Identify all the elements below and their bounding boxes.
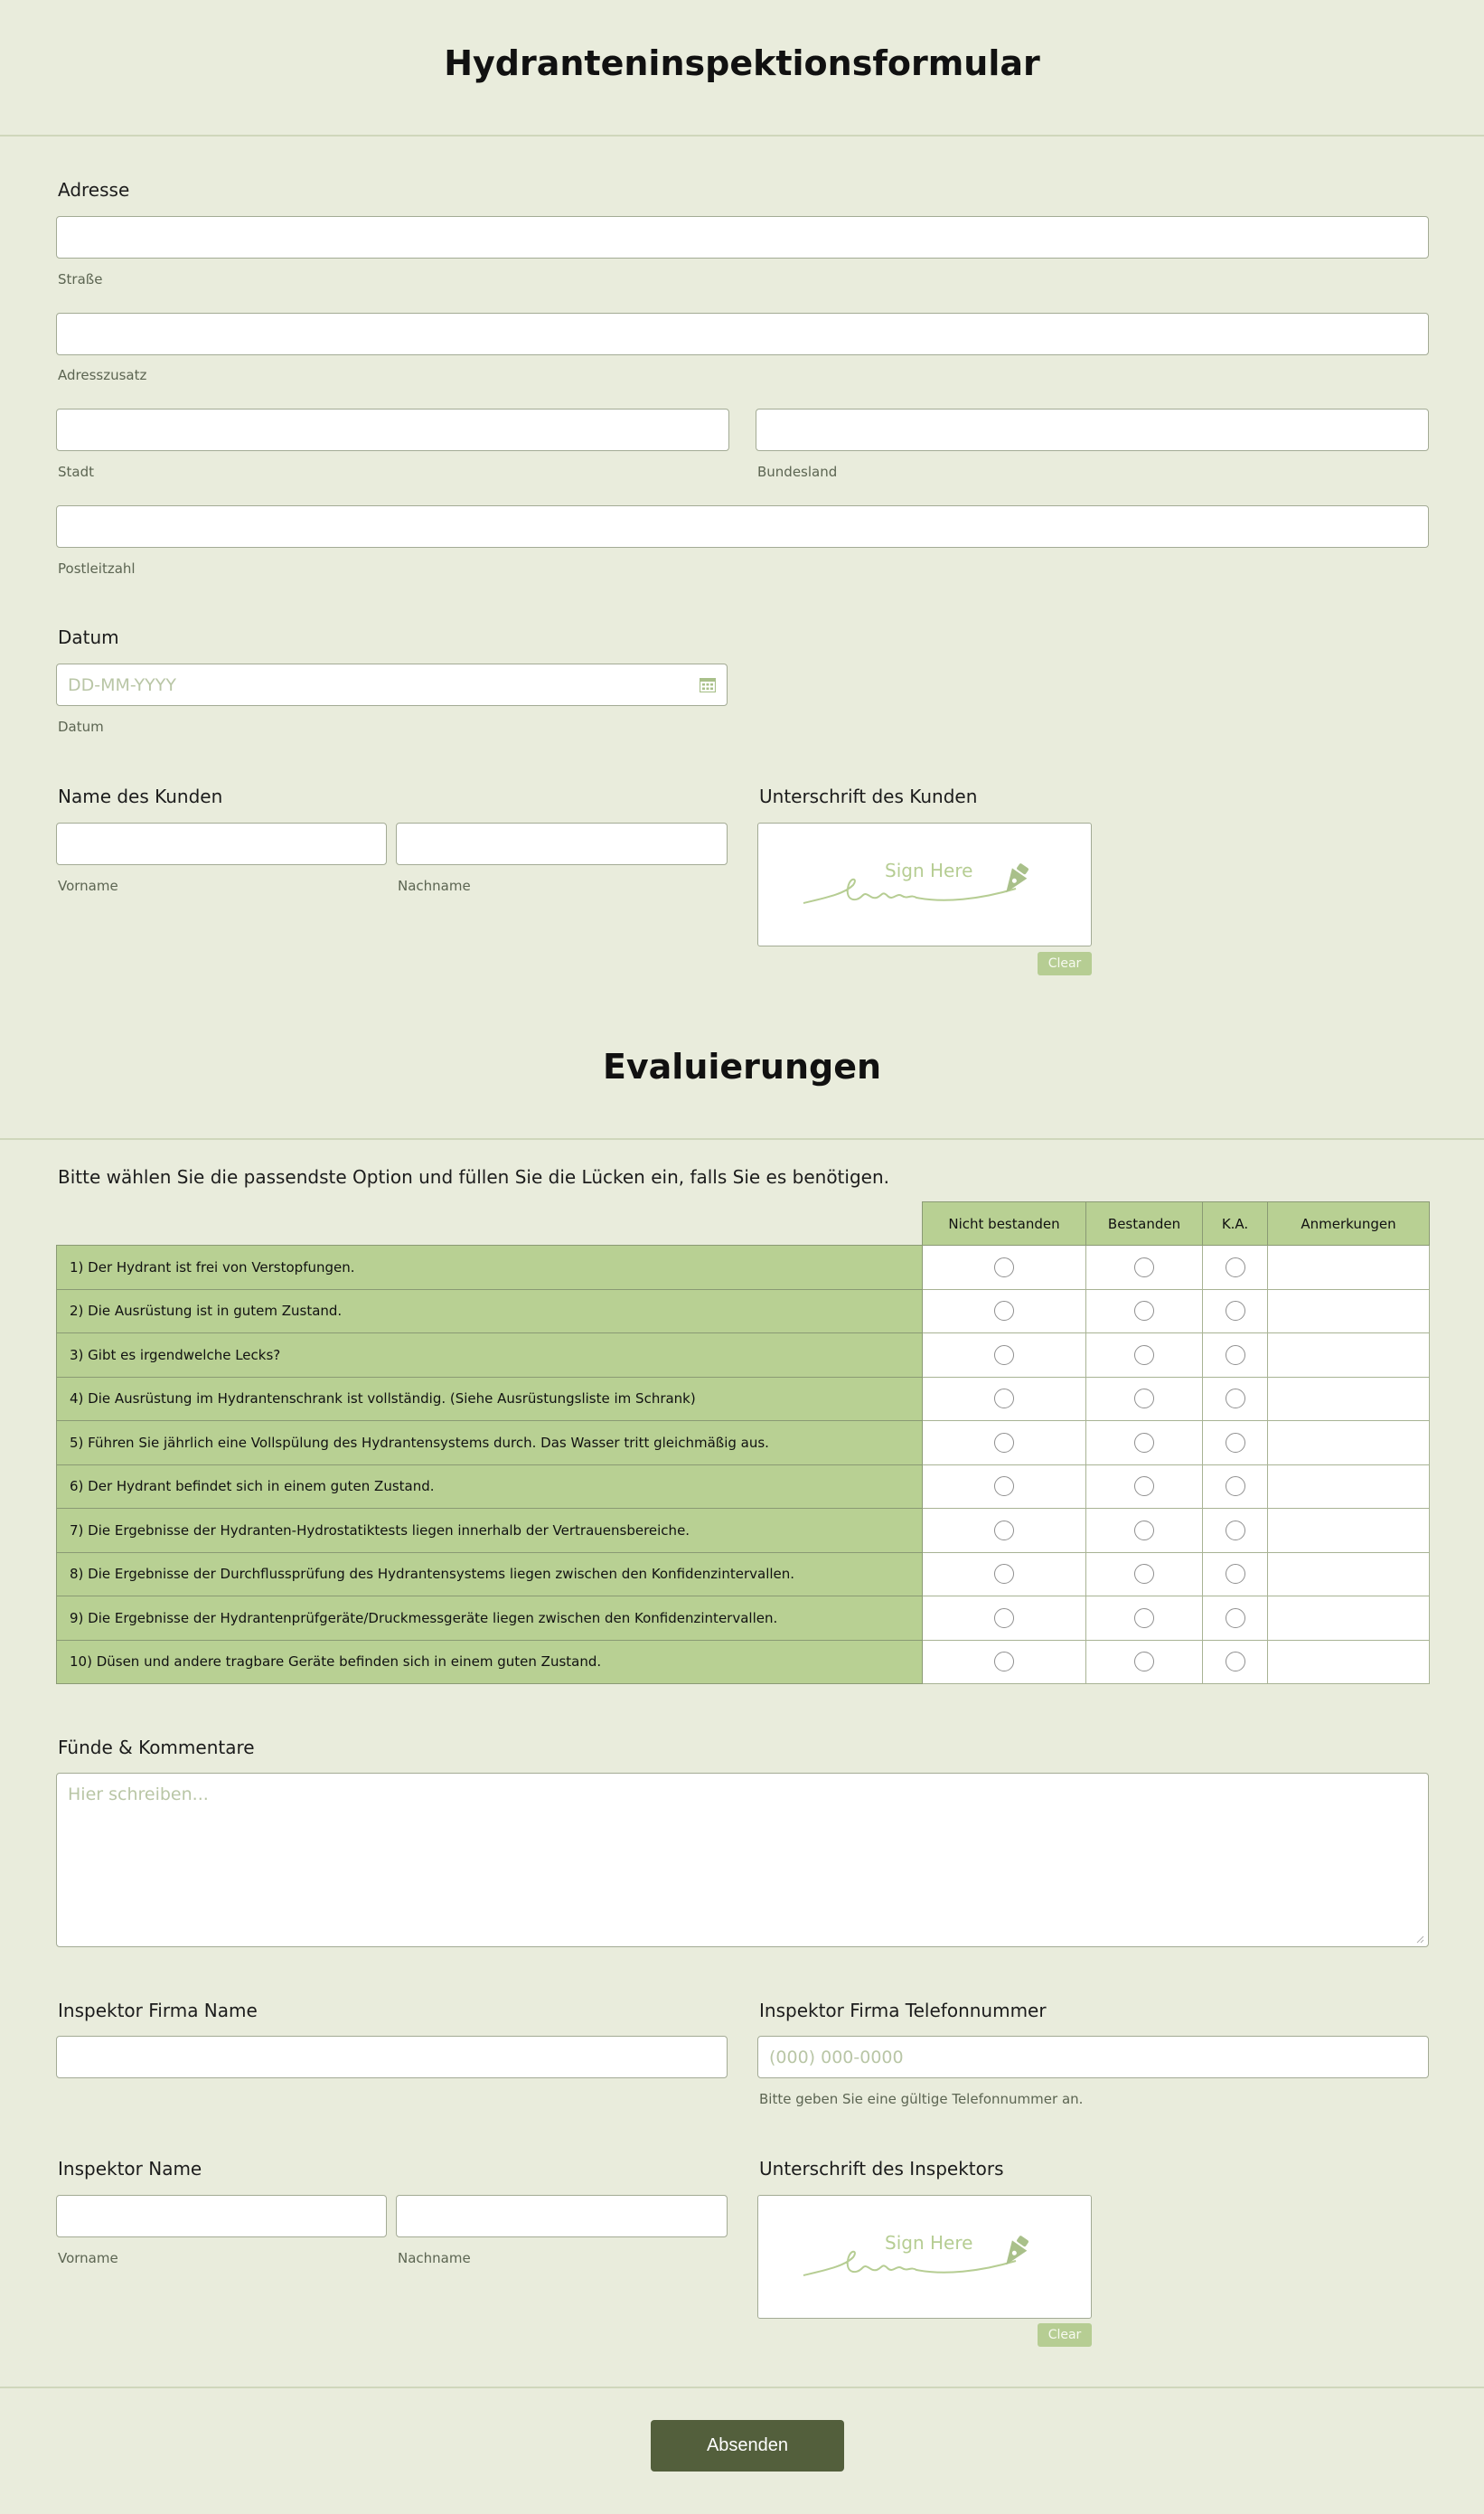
radio-pass[interactable]: [1134, 1521, 1154, 1540]
findings-label: Fünde & Kommentare: [58, 1737, 255, 1758]
form-title: Hydranteninspektionsformular: [444, 43, 1040, 83]
date-input[interactable]: [56, 664, 728, 706]
customer-last-name-sublabel: Nachname: [398, 878, 471, 894]
inspector-signature-pad[interactable]: [757, 2195, 1092, 2319]
evaluation-question: 4) Die Ausrüstung im Hydrantenschrank ist vollständig. (Siehe Ausrüstungsliste im Schrank): [57, 1377, 923, 1421]
evaluation-row: [57, 1640, 1430, 1684]
evaluation-question: 2) Die Ausrüstung ist in gutem Zustand.: [57, 1289, 923, 1333]
inspector-signature-clear-button[interactable]: Clear: [1038, 2323, 1092, 2347]
evaluation-question: 9) Die Ergebnisse der Hydrantenprüfgeräte/Druckmessgeräte liegen zwischen den Konfidenzintervallen.: [57, 1596, 923, 1641]
zip-input[interactable]: [56, 505, 1429, 548]
inspector-first-name-sublabel: Vorname: [58, 2250, 118, 2266]
radio-na[interactable]: [1226, 1476, 1245, 1496]
notes-cell-input[interactable]: [1268, 1552, 1430, 1596]
evaluations-title: Evaluierungen: [602, 1047, 882, 1087]
inspector-phone-hint: Bitte geben Sie eine gültige Telefonnummer an.: [759, 2091, 1084, 2107]
radio-fail[interactable]: [994, 1301, 1014, 1321]
submit-button[interactable]: Absenden: [651, 2420, 844, 2472]
radio-fail[interactable]: [994, 1564, 1014, 1584]
notes-cell-input[interactable]: [1268, 1333, 1430, 1378]
inspector-last-name-sublabel: Nachname: [398, 2250, 471, 2266]
notes-cell-input[interactable]: [1268, 1596, 1430, 1641]
evaluation-row: [57, 1333, 1430, 1378]
inspector-company-label: Inspektor Firma Name: [58, 2000, 258, 2021]
evaluation-question: 1) Der Hydrant ist frei von Verstopfungen.: [57, 1246, 923, 1290]
radio-pass[interactable]: [1134, 1652, 1154, 1671]
radio-fail[interactable]: [994, 1652, 1014, 1671]
notes-cell-input[interactable]: [1268, 1289, 1430, 1333]
radio-pass[interactable]: [1134, 1564, 1154, 1584]
inspector-name-label: Inspektor Name: [58, 2158, 202, 2180]
city-input[interactable]: [56, 409, 729, 451]
evaluations-divider: [0, 1138, 1484, 1140]
inspector-company-input[interactable]: [56, 2036, 728, 2078]
evaluation-row: [57, 1289, 1430, 1333]
evaluation-row: [57, 1377, 1430, 1421]
radio-pass[interactable]: [1134, 1433, 1154, 1453]
radio-fail[interactable]: [994, 1608, 1014, 1628]
evaluation-question: 10) Düsen und andere tragbare Geräte befinden sich in einem guten Zustand.: [57, 1640, 923, 1684]
notes-cell-input[interactable]: [1268, 1464, 1430, 1509]
date-sublabel: Datum: [58, 719, 104, 735]
radio-na[interactable]: [1226, 1345, 1245, 1365]
street-sublabel: Straße: [58, 271, 103, 287]
evaluation-matrix: [56, 1201, 1430, 1684]
findings-textarea[interactable]: [56, 1773, 1429, 1947]
radio-pass[interactable]: [1134, 1345, 1154, 1365]
address-line2-sublabel: Adresszusatz: [58, 367, 147, 383]
radio-fail[interactable]: [994, 1476, 1014, 1496]
notes-cell-input[interactable]: [1268, 1246, 1430, 1290]
evaluation-row: [57, 1421, 1430, 1465]
notes-cell-input[interactable]: [1268, 1377, 1430, 1421]
city-sublabel: Stadt: [58, 464, 94, 480]
findings-placeholder: Hier schreiben...: [68, 1784, 209, 1804]
evaluation-row: [57, 1509, 1430, 1553]
evaluation-question: 5) Führen Sie jährlich eine Vollspülung des Hydrantensystems durch. Das Wasser tritt gleichmäßig aus.: [57, 1421, 923, 1465]
notes-cell-input[interactable]: [1268, 1640, 1430, 1684]
radio-na[interactable]: [1226, 1433, 1245, 1453]
sign-here-text: Sign Here: [885, 860, 973, 881]
radio-fail[interactable]: [994, 1433, 1014, 1453]
inspector-phone-input[interactable]: [757, 2036, 1429, 2078]
evaluation-row: [57, 1464, 1430, 1509]
radio-pass[interactable]: [1134, 1608, 1154, 1628]
radio-na[interactable]: [1226, 1521, 1245, 1540]
inspector-phone-placeholder: (000) 000-0000: [769, 2047, 904, 2067]
customer-signature-label: Unterschrift des Kunden: [759, 786, 978, 807]
evaluation-question: 8) Die Ergebnisse der Durchflussprüfung des Hydrantensystems liegen zwischen den Konfidenzintervallen.: [57, 1552, 923, 1596]
radio-pass[interactable]: [1134, 1389, 1154, 1408]
evaluation-row: [57, 1596, 1430, 1641]
signature-scribble-icon: [799, 2230, 1052, 2284]
customer-signature-clear-button[interactable]: Clear: [1038, 952, 1092, 975]
header-divider: [0, 135, 1484, 137]
radio-pass[interactable]: [1134, 1257, 1154, 1277]
state-sublabel: Bundesland: [757, 464, 838, 480]
radio-na[interactable]: [1226, 1564, 1245, 1584]
radio-na[interactable]: [1226, 1652, 1245, 1671]
address-line2-input[interactable]: [56, 313, 1429, 355]
zip-sublabel: Postleitzahl: [58, 560, 136, 577]
radio-pass[interactable]: [1134, 1476, 1154, 1496]
evaluations-instruction: Bitte wählen Sie die passendste Option und füllen Sie die Lücken ein, falls Sie es benötigen.: [58, 1166, 889, 1188]
radio-fail[interactable]: [994, 1521, 1014, 1540]
customer-name-label: Name des Kunden: [58, 786, 223, 807]
state-input[interactable]: [756, 409, 1429, 451]
customer-last-name-input[interactable]: [396, 823, 728, 865]
radio-fail[interactable]: [994, 1345, 1014, 1365]
inspector-last-name-input[interactable]: [396, 2195, 728, 2237]
signature-scribble-icon: [799, 858, 1052, 912]
radio-pass[interactable]: [1134, 1301, 1154, 1321]
evaluation-question: 6) Der Hydrant befindet sich in einem guten Zustand.: [57, 1464, 923, 1509]
column-header-pass: Bestanden: [1086, 1202, 1203, 1246]
radio-fail[interactable]: [994, 1257, 1014, 1277]
customer-first-name-input[interactable]: [56, 823, 387, 865]
radio-na[interactable]: [1226, 1608, 1245, 1628]
inspector-signature-label: Unterschrift des Inspektors: [759, 2158, 1004, 2180]
radio-na[interactable]: [1226, 1389, 1245, 1408]
column-header-na: K.A.: [1203, 1202, 1268, 1246]
date-placeholder: DD-MM-YYYY: [68, 674, 176, 695]
customer-first-name-sublabel: Vorname: [58, 878, 118, 894]
street-input[interactable]: [56, 216, 1429, 259]
evaluation-row: [57, 1246, 1430, 1290]
notes-cell-input[interactable]: [1268, 1509, 1430, 1553]
sign-here-text: Sign Here: [885, 2232, 973, 2254]
radio-fail[interactable]: [994, 1389, 1014, 1408]
inspector-first-name-input[interactable]: [56, 2195, 387, 2237]
radio-na[interactable]: [1226, 1301, 1245, 1321]
inspector-phone-label: Inspektor Firma Telefonnummer: [759, 2000, 1047, 2021]
evaluation-question: 7) Die Ergebnisse der Hydranten-Hydrostatiktests liegen innerhalb der Vertrauensbereiche.: [57, 1509, 923, 1553]
evaluation-row: [57, 1552, 1430, 1596]
notes-cell-input[interactable]: [1268, 1421, 1430, 1465]
date-label: Datum: [58, 626, 119, 648]
calendar-icon[interactable]: [700, 678, 716, 692]
column-header-notes: Anmerkungen: [1268, 1202, 1430, 1246]
column-header-fail: Nicht bestanden: [923, 1202, 1086, 1246]
address-label: Adresse: [58, 179, 130, 201]
evaluation-question: 3) Gibt es irgendwelche Lecks?: [57, 1333, 923, 1378]
resize-handle-icon[interactable]: [1415, 1935, 1424, 1944]
footer-divider: [0, 2387, 1484, 2388]
customer-signature-pad[interactable]: [757, 823, 1092, 946]
radio-na[interactable]: [1226, 1257, 1245, 1277]
